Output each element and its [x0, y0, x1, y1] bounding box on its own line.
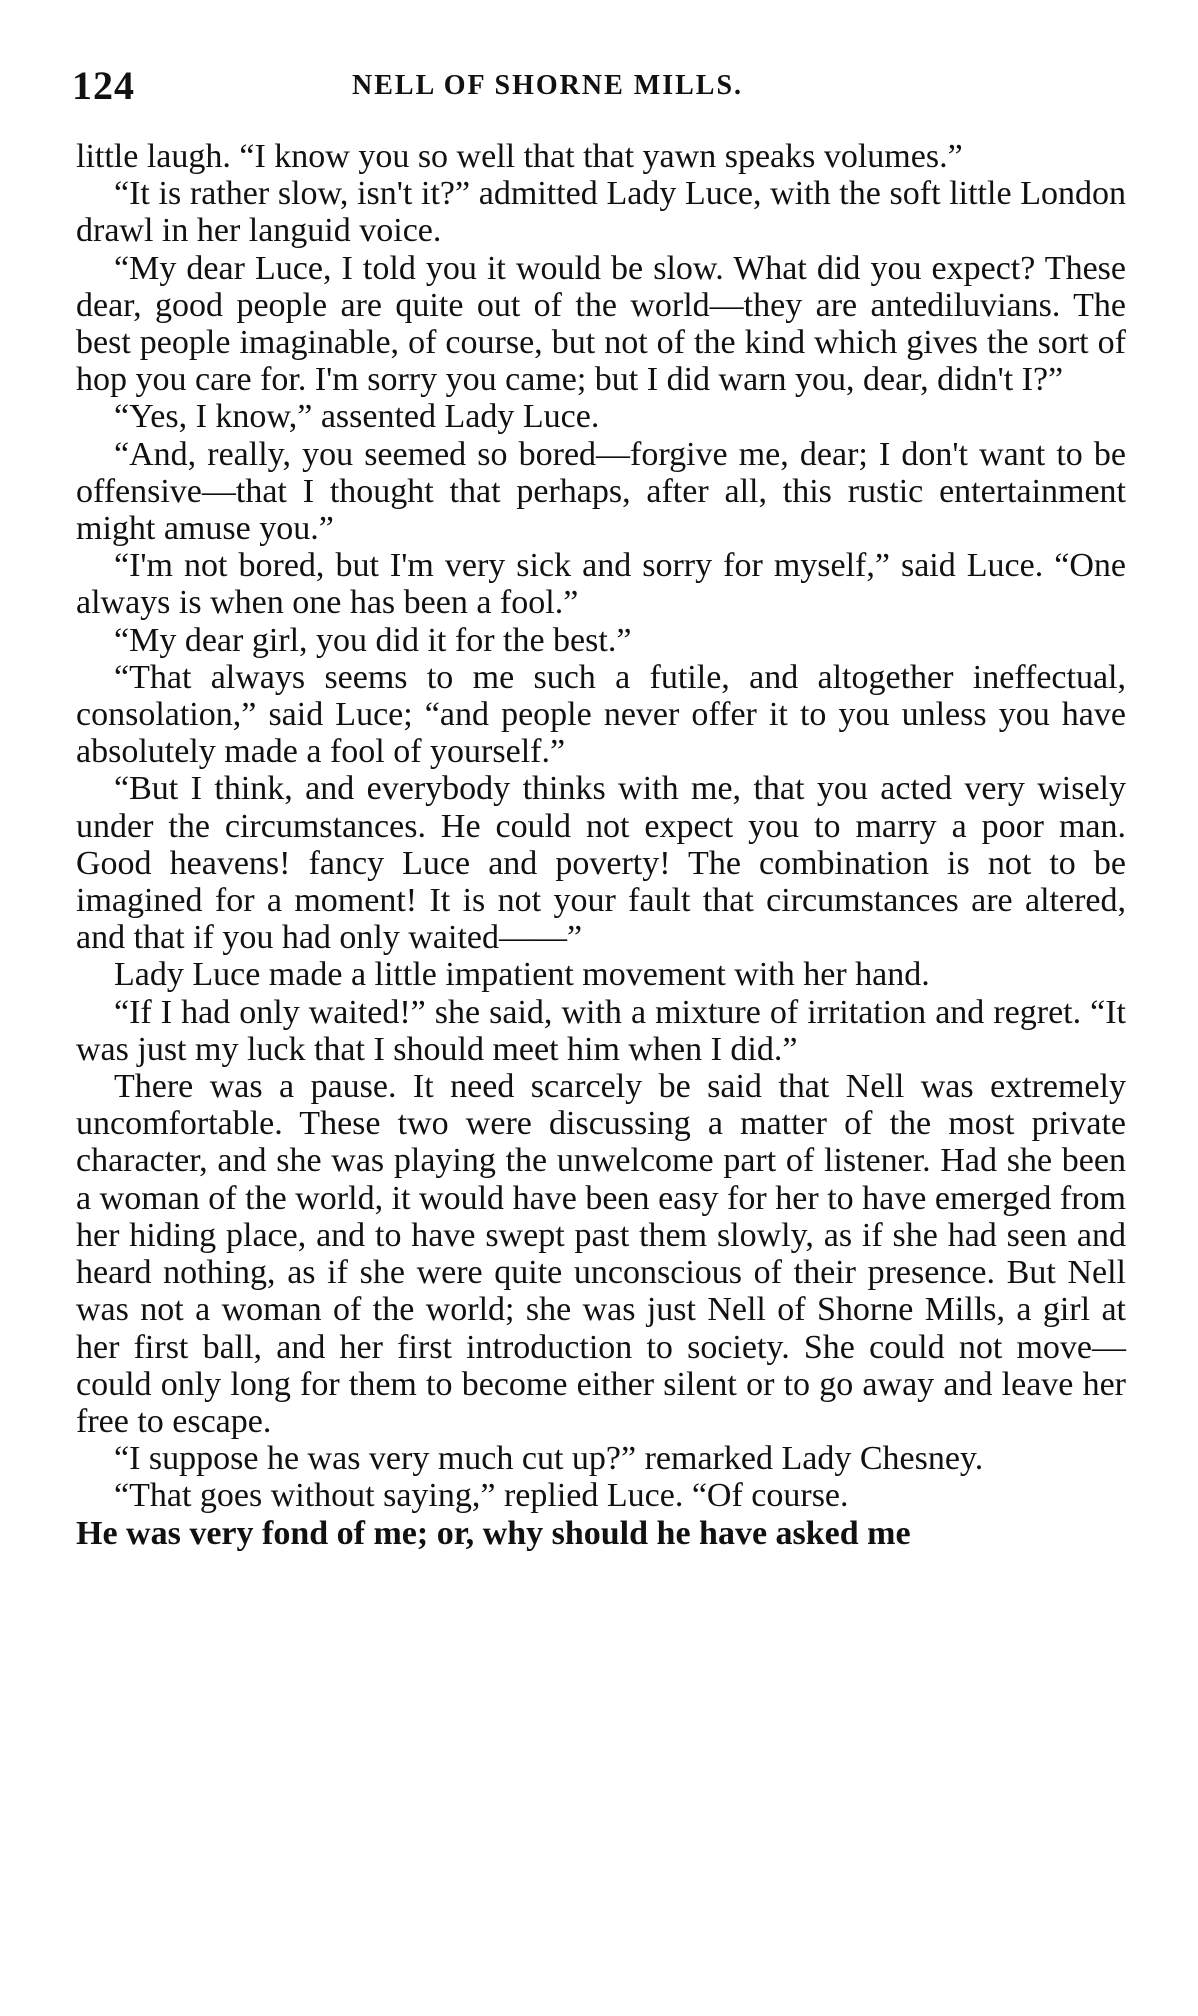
running-title: NELL OF SHORNE MILLS. — [352, 70, 744, 101]
paragraph: He was very fond of me; or, why should he have asked me — [76, 1514, 911, 1552]
paragraph: “But I think, and everybody thinks with me, that you acted very wisely under the circumstances. He could not expect you to marry a poor man. Good heavens! fancy Luce and poverty! The combination is not to be imagined for a moment! It is not your fault that circumstances are altered, and that if you had only waited——” — [76, 770, 1126, 957]
paragraph: “It is rather slow, isn't it?” admitted Lady Luce, with the soft little London drawl in her languid voice. — [76, 175, 1126, 250]
paragraph: “Yes, I know,” assented Lady Luce. — [114, 398, 600, 436]
paragraph: little laugh. “I know you so well that that yawn speaks volumes.” — [76, 138, 963, 175]
paragraph: “That always seems to me such a futile, and altogether ineffectual, consolation,” said Luce; “and people never offer it to you unless you have absolutely made a fool of yourself.” — [76, 658, 1126, 771]
paragraph: “That goes without saying,” replied Luce. “Of course. — [114, 1477, 849, 1515]
page-number: 124 — [72, 63, 135, 108]
paragraph: “I suppose he was very much cut up?” remarked Lady Chesney. — [114, 1440, 984, 1478]
paragraph: “And, really, you seemed so bored—forgive me, dear; I don't want to be offensive—that I thought that perhaps, after all, this rustic entertainment might amuse you.” — [76, 435, 1126, 548]
paragraph: “My dear Luce, I told you it would be slow. What did you expect? These dear, good people are quite out of the world—they are antediluvians. The best people imaginable, of course, but not of the kind which gives the sort of hop you care for. I'm sorry you came; but I did warn you, dear, didn't I?” — [76, 249, 1126, 399]
paragraph: “I'm not bored, but I'm very sick and sorry for myself,” said Luce. “One always is when one has been a fool.” — [76, 547, 1126, 622]
page-header — [72, 62, 1132, 112]
paragraph: There was a pause. It need scarcely be said that Nell was extremely uncomfortable. These two were discussing a matter of the most private character, and she was playing the unwelcome part of listener. Had she been a woman of the world, it would have been easy for her to have emerged from her hiding place, and to have swept past them slowly, as if she had seen and heard nothing, as if she were quite unconscious of their presence. But Nell was not a woman of the world; she was just Nell of Shorne Mills, a girl at her first ball, and her first introduction to society. She could not move—could only long for them to become either silent or to go away and leave her free to escape. — [76, 1068, 1126, 1440]
paragraph: “If I had only waited!” she said, with a mixture of irritation and regret. “It was just my luck that I should meet him when I did.” — [76, 993, 1126, 1068]
body-text — [76, 138, 1126, 1552]
paragraph: Lady Luce made a little impatient movement with her hand. — [114, 956, 930, 994]
paragraph: “My dear girl, you did it for the best.” — [114, 621, 632, 659]
